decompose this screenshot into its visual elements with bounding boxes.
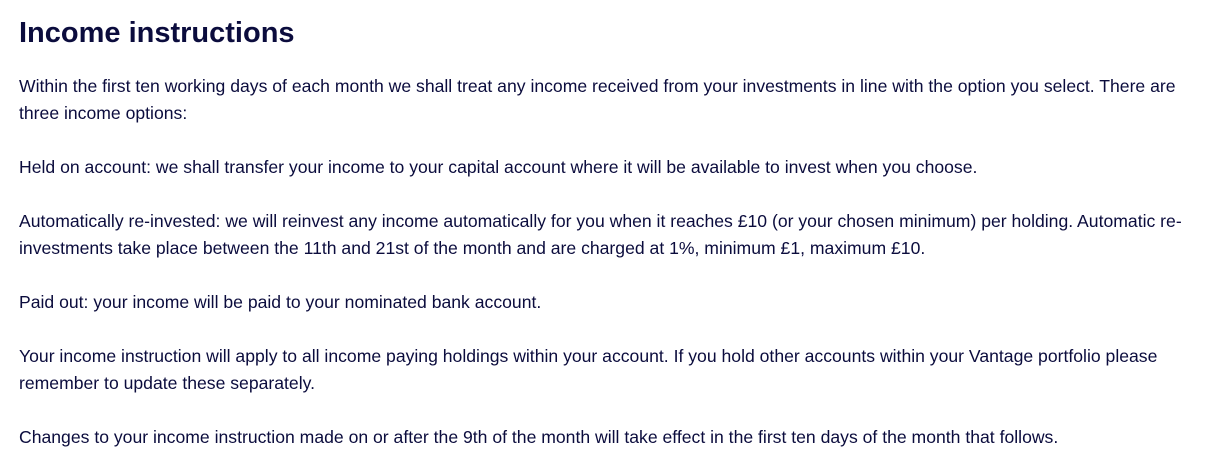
timing-paragraph: Changes to your income instruction made on or after the 9th of the month will take effect in the first ten days of the month that follows.	[19, 427, 1059, 447]
page-title: Income instructions	[19, 17, 295, 49]
scope-paragraph: Your income instruction will apply to all income paying holdings within your account. If you hold other accounts within your Vantage portfolio please remember to update these separately.	[19, 346, 1158, 393]
intro-paragraph: Within the first ten working days of each month we shall treat any income received from your investments in line with the option you select. There are three income options:	[19, 76, 1176, 123]
paid-out-paragraph: Paid out: your income will be paid to your nominated bank account.	[19, 292, 542, 312]
held-on-account-paragraph: Held on account: we shall transfer your income to your capital account where it will be available to invest when you choose.	[19, 157, 978, 177]
auto-reinvest-paragraph: Automatically re-invested: we will reinvest any income automatically for you when it reaches £10 (or your chosen minimum) per holding. Automatic re-investments take place between the 11th and 21st of the month and are charged at 1%, minimum £1, maximum £10.	[19, 211, 1182, 258]
